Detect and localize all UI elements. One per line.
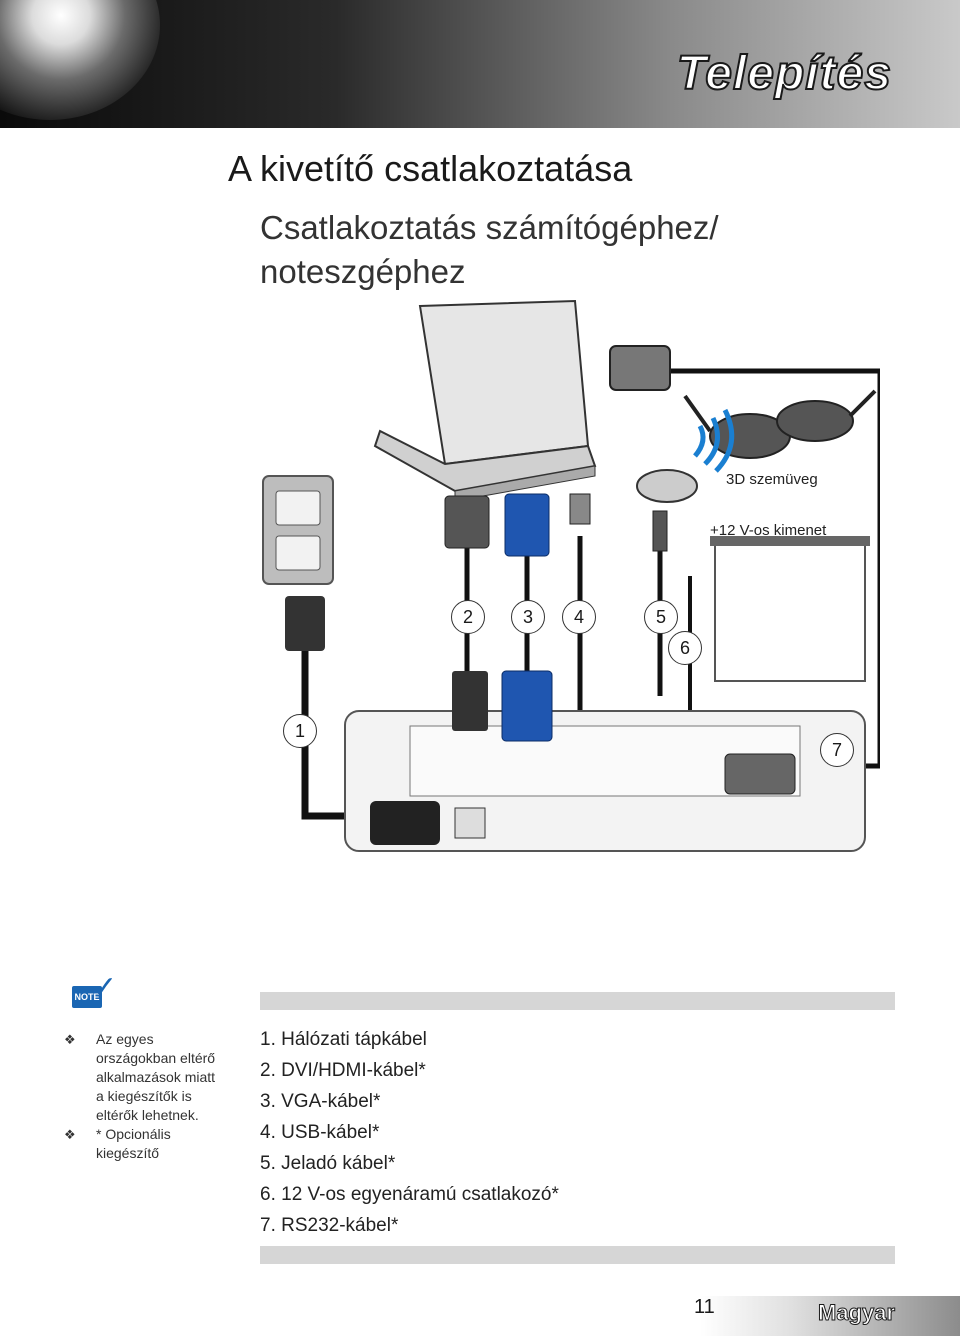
projection-screen — [715, 541, 865, 681]
callout-4: 4 — [562, 600, 596, 634]
list-item: 7. RS232-kábel* — [260, 1215, 399, 1236]
laptop — [375, 301, 595, 501]
audio-jack — [653, 511, 667, 551]
diamond-bullet-icon: ❖ — [64, 1127, 76, 1142]
language-label: Magyar — [818, 1300, 896, 1325]
callout-2: 2 — [451, 600, 485, 634]
vga-plug — [502, 671, 552, 741]
page-number: 11 — [694, 1296, 715, 1318]
diagram-drawing — [230, 296, 880, 916]
diamond-bullet-icon: ❖ — [64, 1032, 76, 1047]
callout-7: 7 — [820, 733, 854, 767]
note-list — [64, 1030, 224, 1163]
section-title: Telepítés — [676, 47, 892, 100]
power-connector — [370, 801, 440, 845]
glasses-label: 3D szemüveg — [726, 471, 818, 488]
list-item: 1. Hálózati tápkábel — [260, 1029, 427, 1050]
ac-inlet — [455, 808, 485, 838]
list-bottom-bar — [260, 1246, 895, 1264]
emitter-graphic — [637, 470, 697, 502]
callout-5: 5 — [644, 600, 678, 634]
cable-list — [260, 1024, 559, 1241]
note-item: ❖ * Opcionális kiegészítő — [64, 1126, 171, 1161]
page-title: A kivetítő csatlakoztatása — [228, 148, 633, 189]
list-item: 5. Jeladó kábel* — [260, 1153, 396, 1174]
list-top-bar — [260, 992, 895, 1010]
hdmi-plug — [452, 671, 488, 731]
list-item: 3. VGA-kábel* — [260, 1091, 381, 1112]
rs232-plug — [725, 754, 795, 794]
list-item: 6. 12 V-os egyenáramú csatlakozó* — [260, 1184, 559, 1205]
dvi-connector — [445, 496, 489, 548]
power-plug — [285, 596, 325, 651]
note-icon: NOTE — [72, 986, 102, 1008]
list-item: 2. DVI/HDMI-kábel* — [260, 1060, 426, 1081]
power-out-label: +12 V-os kimenet — [710, 522, 827, 539]
callout-6: 6 — [668, 631, 702, 665]
rs232-connector-top — [610, 346, 670, 390]
usb-connector — [570, 494, 590, 524]
callout-3: 3 — [511, 600, 545, 634]
callout-1: 1 — [283, 714, 317, 748]
checkmark-icon: ✓ — [92, 971, 118, 1004]
list-item: 4. USB-kábel* — [260, 1122, 380, 1143]
connection-diagram — [230, 296, 880, 916]
page-subtitle: Csatlakoztatás számítógéphez/ noteszgéphez — [260, 209, 719, 290]
vga-connector-top — [505, 494, 549, 556]
note-item: ❖ Az egyes országokban eltérő alkalmazások miatt a kiegészítők is eltérők lehetnek. — [64, 1031, 216, 1123]
